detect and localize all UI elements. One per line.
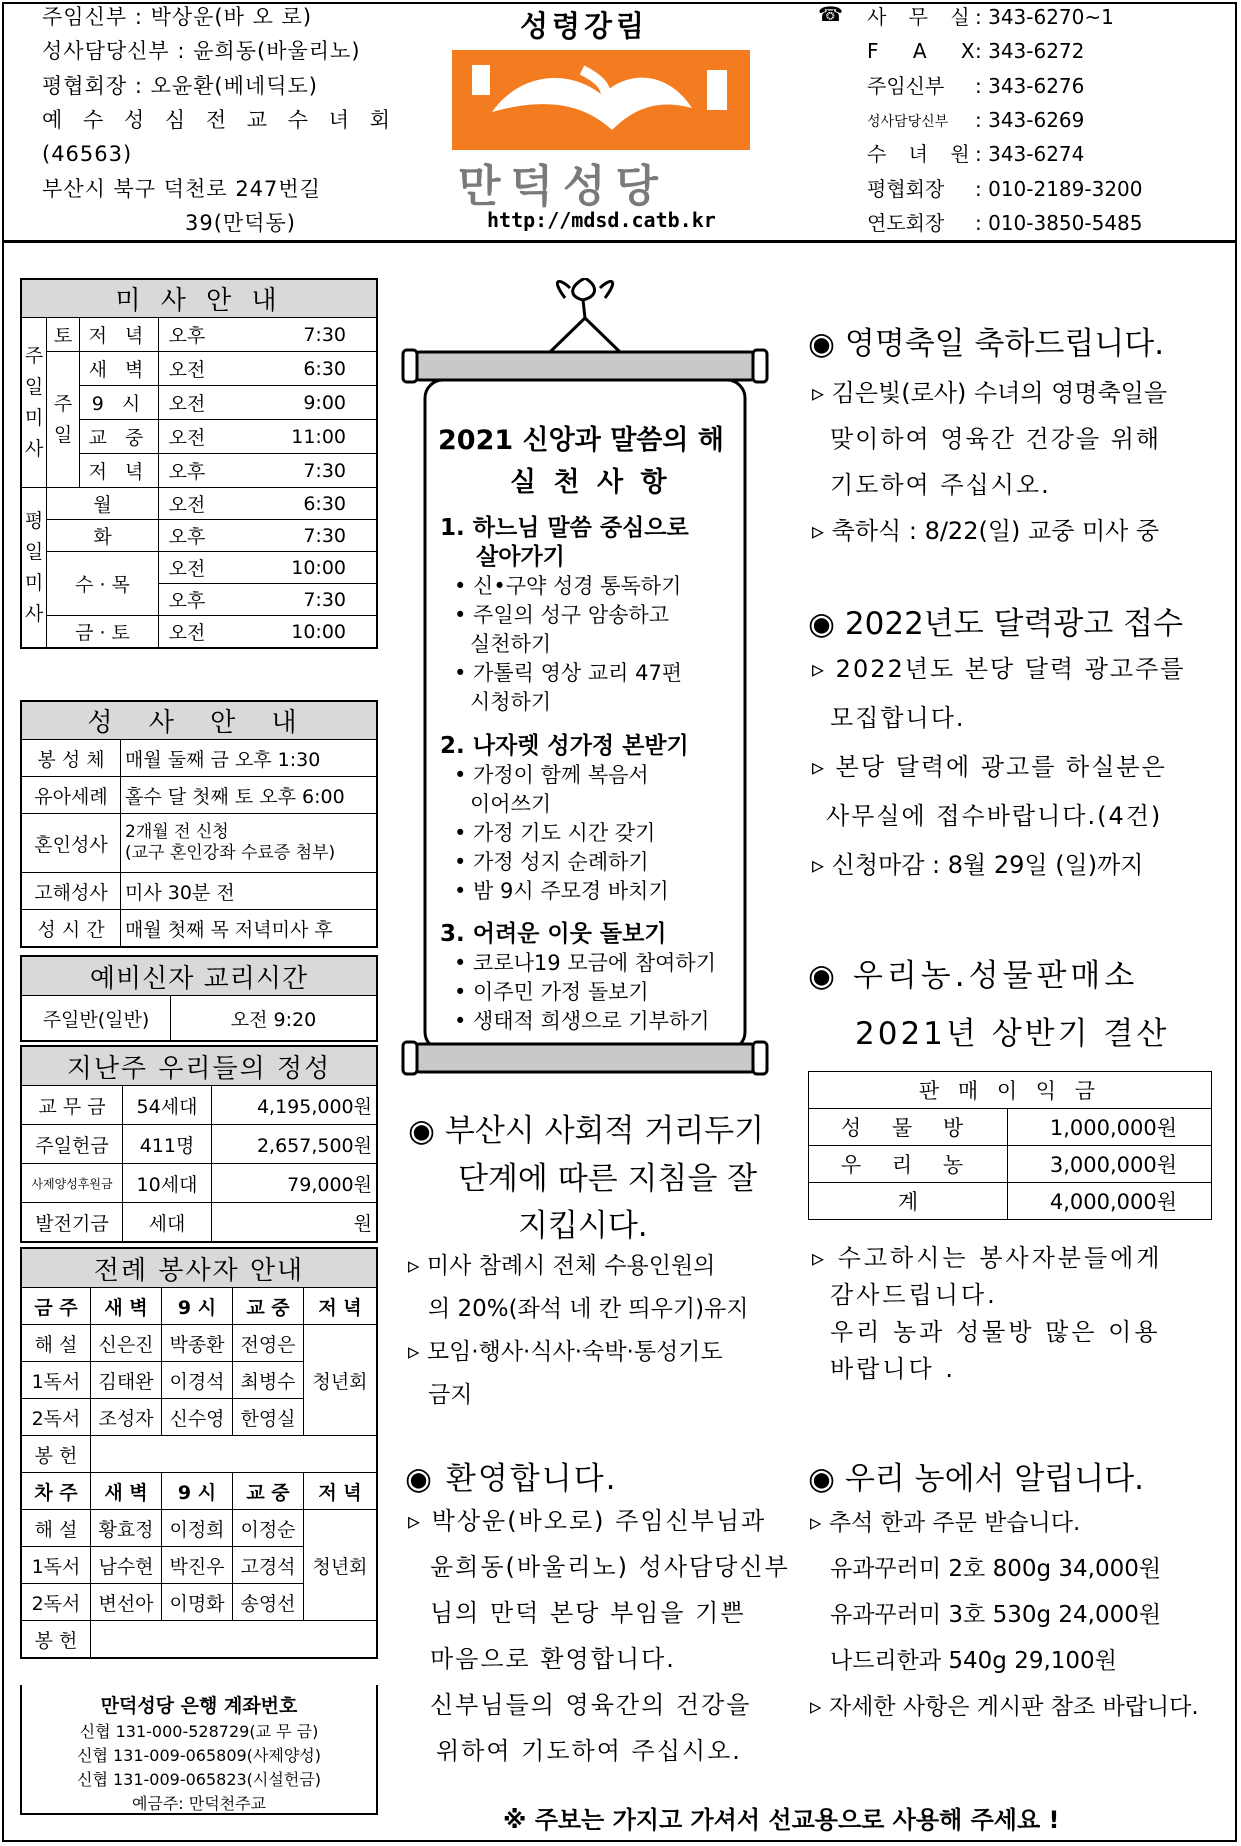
contact-value-priest: : 343-6269 [975,108,1085,132]
sacrament-name-1: 봉 성 체 [21,740,121,777]
shop-title-1: ◉ 우리농.성물판매소 [808,958,1139,994]
sun-name-1: 새 벽 [80,352,159,386]
wed-ampm-1: 오전 [159,552,216,584]
offering-count-4: 세대 [123,1203,212,1243]
header-line-3: 평협회장 : 오윤환(베네딕도) [42,74,318,98]
banner-title: 성령강림 [520,9,649,43]
footer-note: ※ 주보는 가지고 가셔서 선교용으로 사용해 주세요 ! [503,1806,1060,1834]
servers-title: 전례 봉사자 안내 [21,1248,377,1288]
scroll-section-3: 3. 어려운 이웃 돌보기 • 코로나19 모금에 참여하기 • 이주민 가정 돌보기 • 생태적 희생으로 기부하기 [440,921,716,1033]
header-line-4: 예 수 성 심 전 교 수 녀 회 [42,108,397,132]
contact-value-council: : 010-2189-3200 [975,177,1143,201]
catechumen-title: 예비신자 교리시간 [21,956,377,996]
calendar-title: ◉ 2022년도 달력광고 접수 [808,606,1184,642]
week1-head-4: 저 녁 [304,1288,378,1325]
contact-value-convent: : 343-6274 [975,142,1085,166]
week2-role-3: 2독서 [21,1584,91,1621]
sun-ampm-4: 오후 [159,454,216,488]
shop-table-head: 판 매 이 익 금 [809,1072,1212,1109]
week2-head-3: 교 중 [233,1473,304,1510]
contact-value-office: : 343-6270~1 [975,5,1114,29]
week1-cell-3-3: 한영실 [233,1399,304,1436]
sat-time: 7:30 [215,318,377,352]
week1-head-3: 교 중 [233,1288,304,1325]
sun-time-1: 6:30 [215,352,377,386]
week1-cell-2-3: 최병수 [233,1362,304,1399]
feast-body: ▹ 김은빛(로사) 수녀의 영명축일을 맞이하여 영육간 건강을 위해 기도하여 주십시오. ▹ 축하식 : 8/22(일) 교중 미사 중 [812,379,1168,545]
offering-name-1: 교 무 금 [21,1086,123,1125]
offering-count-3: 10세대 [123,1164,212,1203]
week2-role-2: 1독서 [21,1547,91,1584]
shop-row-2-name: 우 리 농 [809,1146,1008,1183]
weekday-tue: 화 [47,520,159,552]
bank-line-3: 신협 131-009-065823(시설헌금) [76,1770,321,1789]
scroll-title-2: 실 천 사 항 [510,467,671,498]
week1-head-2: 9 시 [162,1288,233,1325]
sacrament-value-5: 매월 첫째 목 저녁미사 후 [121,910,378,948]
contact-label-council: 평협회장 [867,177,945,201]
sacrament-name-3: 혼인성사 [21,814,121,873]
sunday-sub-label: 주 일 [47,352,80,488]
bank-holder: 예금주: 만덕천주교 [131,1794,267,1813]
week1-head-0: 금 주 [21,1288,91,1325]
shop-table [808,1071,1212,1220]
week1-cell-2-1: 김태완 [91,1362,162,1399]
church-name: 만덕성당 [458,161,669,212]
sun-ampm-1: 오전 [159,352,216,386]
sacrament-value-1: 매월 둘째 금 오후 1:30 [121,740,378,777]
week1-cell-2-2: 이경석 [162,1362,233,1399]
offering-count-2: 411명 [123,1125,212,1164]
weekday-fri-sat: 금 · 토 [47,616,159,649]
feast-title: ◉ 영명축일 축하드립니다. [808,326,1165,362]
week1-cell-1-2: 박종환 [162,1325,233,1362]
header-address: 부산시 북구 덕천로 247번길 [42,177,321,201]
welcome-title: ◉ 환영합니다. [405,1461,618,1497]
sun-name-3: 교 중 [80,420,159,454]
week2-offer-value [91,1621,378,1659]
farm-title: ◉ 우리 농에서 알립니다. [808,1461,1144,1497]
shop-row-3-name: 계 [809,1183,1008,1220]
weekday-wed-thu: 수 · 목 [47,552,159,616]
phone-icon: ☎ [818,2,843,26]
header-postcode: (46563) [42,142,133,166]
shop-body: ▹ 수고하시는 봉사자분들에게 감사드립니다. 우리 농과 성물방 많은 이용 바랍니다 . [812,1244,1163,1383]
week1-evening: 청년회 [304,1325,378,1436]
week2-offer: 봉 헌 [21,1621,91,1659]
catechumen-time: 오전 9:20 [171,996,378,1042]
week1-cell-1-3: 전영은 [233,1325,304,1362]
tue-ampm: 오후 [159,520,216,552]
contact-label-office: 사 무 실 [867,5,978,29]
sacraments-table [20,700,378,948]
wed-time-2: 7:30 [215,584,377,616]
sat-name: 저 녁 [80,318,159,352]
week2-cell-2-2: 박진우 [162,1547,233,1584]
contact-label-priest: 성사담당신부 [867,114,949,130]
sacrament-value-3: 2개월 전 신청 (교구 혼인강좌 수료증 첨부) [121,814,378,873]
contact-value-memorial: : 010-3850-5485 [975,211,1143,235]
mon-ampm: 오전 [159,488,216,520]
header-divider [2,240,1237,243]
week1-offer-value [91,1436,378,1473]
calendar-body: ▹ 2022년도 본당 달력 광고주를 모집합니다. ▹ 본당 달력에 광고를 하실분은 사무실에 접수바랍니다.(4건) ▹ 신청마감 : 8월 29일 (일)까지 [812,655,1186,879]
sunday-mass-label: 주 일 미 사 [21,318,47,488]
contact-label-fax: F A X [867,39,989,63]
offering-amount-2: 2,657,500원 [212,1125,378,1164]
week2-cell-1-1: 황효정 [91,1510,162,1547]
sun-time-2: 9:00 [215,386,377,420]
week1-cell-1-1: 신은진 [91,1325,162,1362]
week2-head-2: 9 시 [162,1473,233,1510]
header-line-2: 성사담당신부 : 윤희동(바울리노) [42,39,361,63]
week1-cell-3-1: 조성자 [91,1399,162,1436]
bank-title: 만덕성당 은행 계좌번호 [100,1695,298,1717]
tue-time: 7:30 [215,520,377,552]
saturday-label: 토 [47,318,80,352]
week1-role-1: 해 설 [21,1325,91,1362]
week2-cell-3-1: 변선아 [91,1584,162,1621]
week1-cell-3-2: 신수영 [162,1399,233,1436]
weekday-mass-label: 평 일 미 사 [21,488,47,649]
mon-time: 6:30 [215,488,377,520]
wed-ampm-2: 오후 [159,584,216,616]
offering-amount-4: 원 [212,1203,378,1243]
contact-value-pastor: : 343-6276 [975,74,1085,98]
shop-row-2-amount: 3,000,000원 [1008,1146,1212,1183]
fri-time: 10:00 [215,616,377,649]
sacrament-value-2: 홀수 달 첫째 토 오후 6:00 [121,777,378,814]
week2-cell-1-3: 이정순 [233,1510,304,1547]
weekday-mon: 월 [47,488,159,520]
week2-evening: 청년회 [304,1510,378,1621]
contact-label-pastor: 주임신부 [867,74,945,98]
farm-body: ▹ 추석 한과 주문 받습니다. 유과꾸러미 2호 800g 34,000원 유과꾸러미 3호 530g 24,000원 나드리한과 540g 29,100원 ▹ 자세한 사항은 게시판 참조 바랍니다. [810,1510,1199,1720]
contact-value-fax: : 343-6272 [975,39,1085,63]
shop-row-1-amount: 1,000,000원 [1008,1109,1212,1146]
mass-title: 미 사 안 내 [21,279,377,318]
bank-line-1: 신협 131-000-528729(교 무 금) [79,1722,319,1741]
week1-role-3: 2독서 [21,1399,91,1436]
wed-time-1: 10:00 [215,552,377,584]
offering-count-1: 54세대 [123,1086,212,1125]
sacrament-value-4: 미사 30분 전 [121,873,378,910]
contact-label-convent: 수 녀 원 [867,142,978,166]
sacrament-name-5: 성 시 간 [21,910,121,948]
bank-line-2: 신협 131-009-065809(사제양성) [76,1746,321,1765]
servers-table [20,1247,378,1659]
sun-name-4: 저 녁 [80,454,159,488]
sun-ampm-2: 오전 [159,386,216,420]
busan-title-2: 단계에 따른 지침을 잘 [458,1161,758,1197]
contact-label-memorial: 연도회장 [867,211,945,235]
week2-cell-3-3: 송영선 [233,1584,304,1621]
scroll-section-1: 1. 하느님 말씀 중심으로 살아가기 • 신•구약 성경 통독하기 • 주일의 성구 암송하고 실천하기 • 가톨릭 영상 교리 47편 시청하기 [440,515,689,714]
offering-name-4: 발전기금 [21,1203,123,1243]
week2-role-1: 해 설 [21,1510,91,1547]
sat-ampm: 오후 [159,318,216,352]
shop-row-3-amount: 4,000,000원 [1008,1183,1212,1220]
fri-ampm: 오전 [159,616,216,649]
offering-name-2: 주일헌금 [21,1125,123,1164]
offering-name-3: 사제양성후원금 [21,1164,123,1203]
week2-cell-1-2: 이정희 [162,1510,233,1547]
scroll-section-2: 2. 나자렛 성가정 본받기 • 가정이 함께 복음서 이어쓰기 • 가정 기도 시간 갖기 • 가정 성지 순례하기 • 밤 9시 주모경 바치기 [440,733,689,903]
busan-body: ▹ 미사 참례시 전체 수용인원의 의 20%(좌석 네 칸 띄우기)유지 ▹ 모임·행사·식사·숙박·통성기도 금지 [408,1253,749,1408]
sacrament-name-2: 유아세례 [21,777,121,814]
busan-title-1: ◉ 부산시 사회적 거리두기 [408,1113,765,1149]
shop-title-2: 2021년 상반기 결산 [855,1016,1170,1052]
header-address-2: 39(만덕동) [185,211,296,235]
sun-ampm-3: 오전 [159,420,216,454]
offering-title: 지난주 우리들의 정성 [21,1046,377,1086]
busan-title-3: 지킵시다. [518,1208,648,1244]
sun-time-3: 11:00 [215,420,377,454]
week2-head-0: 차 주 [21,1473,91,1510]
catechumen-label: 주일반(일반) [21,996,171,1042]
catechumen-table [20,955,378,1042]
week1-offer: 봉 헌 [21,1436,91,1473]
church-url[interactable]: http://mdsd.catb.kr [487,208,716,232]
offering-amount-3: 79,000원 [212,1164,378,1203]
week2-head-4: 저 녁 [304,1473,378,1510]
week2-cell-3-2: 이명화 [162,1584,233,1621]
sacraments-title: 성 사 안 내 [21,701,377,740]
header-line-1: 주임신부 : 박상운(바 오 로) [42,5,313,29]
week2-cell-2-1: 남수현 [91,1547,162,1584]
week2-head-1: 새 벽 [91,1473,162,1510]
bank-box [20,1685,378,1815]
mass-table [20,278,378,649]
scroll-title-1: 2021 신앙과 말씀의 해 [438,425,724,456]
church-logo [452,50,750,150]
sun-name-2: 9 시 [80,386,159,420]
shop-row-1-name: 성 물 방 [809,1109,1008,1146]
week1-head-1: 새 벽 [91,1288,162,1325]
welcome-body: ▹ 박상운(바오로) 주임신부님과 윤희동(바울리노) 성사담당신부 님의 만덕 본당 부임을 기쁜 마음으로 환영합니다. 신부님들의 영육간의 건강을 위하여 기도하여 주십시오. [408,1507,790,1765]
sacrament-name-4: 고해성사 [21,873,121,910]
offering-table [20,1045,378,1243]
week1-role-2: 1독서 [21,1362,91,1399]
sun-time-4: 7:30 [215,454,377,488]
offering-amount-1: 4,195,000원 [212,1086,378,1125]
week2-cell-2-3: 고경석 [233,1547,304,1584]
